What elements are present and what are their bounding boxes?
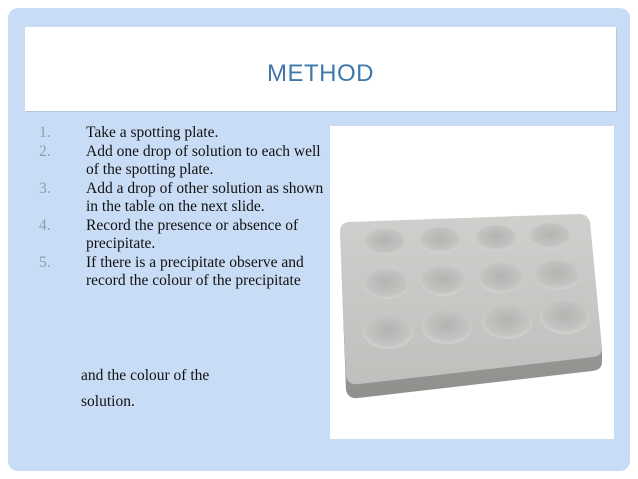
step-number: 4.	[39, 217, 51, 234]
step-item	[39, 254, 329, 290]
continuation-line: solution.	[81, 393, 135, 410]
continuation-line: and the colour of the	[81, 367, 210, 384]
step-text: Add one drop of solution to each well of the spotting plate.	[86, 143, 321, 178]
spotting-plate-image	[330, 126, 614, 439]
step-number: 5.	[39, 254, 51, 271]
step-number: 2.	[39, 143, 51, 160]
step-text: Take a spotting plate.	[86, 124, 219, 141]
step-item	[39, 180, 329, 216]
spotting-plate-illustration	[330, 126, 614, 439]
slide	[8, 8, 630, 471]
slide-title: METHOD	[267, 60, 374, 87]
step-number: 1.	[39, 124, 51, 141]
title-box	[25, 27, 616, 111]
step-text: Record the presence or absence of precipitate.	[86, 217, 299, 252]
step-item	[39, 124, 329, 142]
method-steps	[39, 124, 329, 291]
step-number: 3.	[39, 180, 51, 197]
step-item	[39, 217, 329, 253]
step-item	[39, 143, 329, 179]
step-text: Add a drop of other solution as shown in the table on the next slide.	[86, 180, 324, 215]
step-text: If there is a precipitate observe and record the colour of the precipitate	[86, 254, 304, 289]
